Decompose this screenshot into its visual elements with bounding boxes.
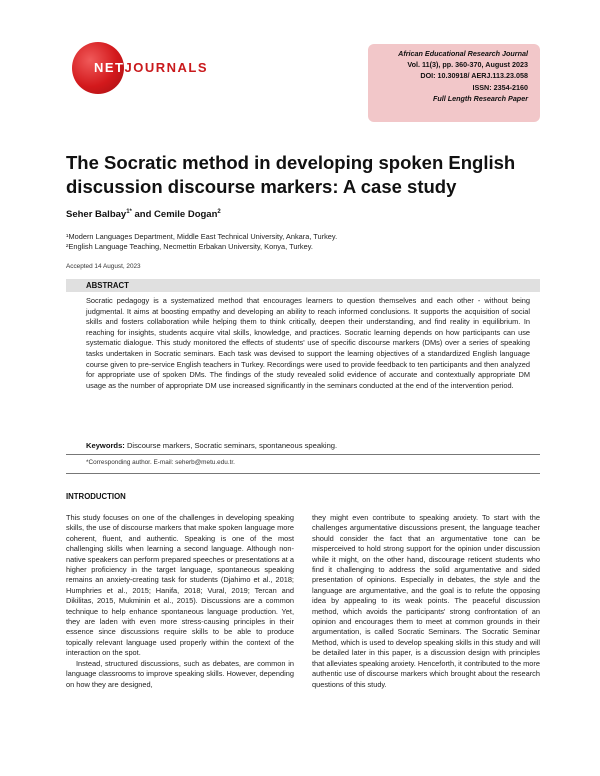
abstract-heading: ABSTRACT [86, 281, 129, 290]
journal-info-box [368, 44, 540, 122]
author-1: Seher Balbay [66, 209, 127, 221]
journal-volume: Vol. 11(3), pp. 360-370, August 2023 [407, 60, 528, 70]
divider [66, 473, 540, 474]
paper-type: Full Length Research Paper [432, 93, 528, 103]
paragraph: they might even contribute to speaking anxiety. To start with the challenges argumentative discussions present, the language teacher should consider the fact that an argumentative tone can be misperceived to hold strong support for the opinion under discussion while it might, on the other hand, discourage reticent students who find it challenging to address the solid argumentative and sided presentation of opinions. Especially in debates, the style and the language are argumentative, and the goal is to refute the opposing idea by appealing to its weak points. The peaceful discussion method, which avoids the participants' strong confrontation of an opinion and encourages them to meet at common grounds in their argumentation, is called Socratic Seminars. The Socratic Seminar Method, which is used to develop speaking skills in this study and will be detailed later in this paper, is a discussion design with principles that alleviates speaking anxiety. Henceforth, it contributed to the more authentic use of discourse markers which brought about the research questions of this study. [312, 513, 540, 689]
journal-issn: ISSN: 2354-2160 [472, 82, 528, 92]
paragraph: Instead, structured discussions, such as debates, are common in language classrooms to improve speaking skills. However, depending on how they are designed, [66, 658, 294, 689]
paragraph: This study focuses on one of the challenges in developing speaking skills, the use of discourse markers that make spoken language more coherent, fluent, and authentic. Speaking is one of the most challenging skills when learning a second language. Although non-native speakers can perform prepared speeches or presentations at a higher proficiency in the target language, spontaneous speaking remains an anxiety-creating task for students (Djahimo et al., 2018; Humphries et al., 2015; Hanifa, 2018; Vural, 2019; Tercan and Dikilitas, 2015, Mukminin et al., 2015). Discussions are a common technique to help enhance spontaneous language production. Yet, they are laden with even more stress-causing principles in their essence since discussions require skills to be able to produce topically relevant language used properly within the context of the interaction on the spot. [66, 513, 295, 658]
abstract-text: Socratic pedagogy is a systematized method that encourages learners to question themselves and each other - without being judgmental. It aims at boosting empathy and developing an ability to reach informed conclusions. It supports the acquisition of social skills and fosters collaboration while helping them to think critically, deepen their understanding, and find reality in equilibrium. In reaching for insights, students acquire vital skills, knowledge, and practices. Socratic learning depends on how participants can use systematic dialogue. This study monitored the effects of students' use of specific discourse markers (DMs) over a series of speaking tasks undertaken in Socratic seminars. Each task was devised to support the learning objectives of a standardized English language course given to pre-service English teachers in Turkey. Recordings were used to provide feedback to ten participants and then analyzed for appropriate use of spoken DMs. The findings of the study revealed solid evidence of accurate and contextually appropriate DM usage as the number of appropriate DM use increased significantly in the seminars conducted at the end of the intervention period. [86, 296, 530, 390]
paper-title: The Socratic method in developing spoken English discussion discourse markers: A case study [66, 152, 516, 197]
journal-logo [72, 42, 222, 92]
journal-doi: DOI: 10.30918/ AERJ.113.23.058 [420, 71, 528, 81]
keywords: Keywords: Discourse markers, Socratic seminars, spontaneous speaking. [86, 441, 338, 450]
logo-wordmark: NETJOURNALS [94, 60, 209, 75]
affiliation-2: ²English Language Teaching, Necmettin Erbakan University, Konya, Turkey. [66, 242, 313, 251]
body-column-right [312, 513, 540, 690]
divider [66, 454, 540, 455]
journal-name: African Educational Research Journal [398, 49, 528, 58]
abstract-header-bar [66, 279, 540, 292]
body-column-left [66, 513, 294, 690]
affiliation-1: ¹Modern Languages Department, Middle East Technical University, Ankara, Turkey. [66, 232, 338, 241]
affiliations [66, 232, 337, 252]
introduction-heading: INTRODUCTION [66, 492, 126, 501]
author-2: Cemile Dogan [154, 209, 218, 221]
author-line: Seher Balbay$^{1*}$ and Cemile Dogan$^2$ [66, 209, 221, 221]
corresponding-author: *Corresponding author. E-mail: seherb@metu.edu.tr. [86, 459, 235, 466]
accepted-date: Accepted 14 August, 2023 [66, 263, 141, 270]
